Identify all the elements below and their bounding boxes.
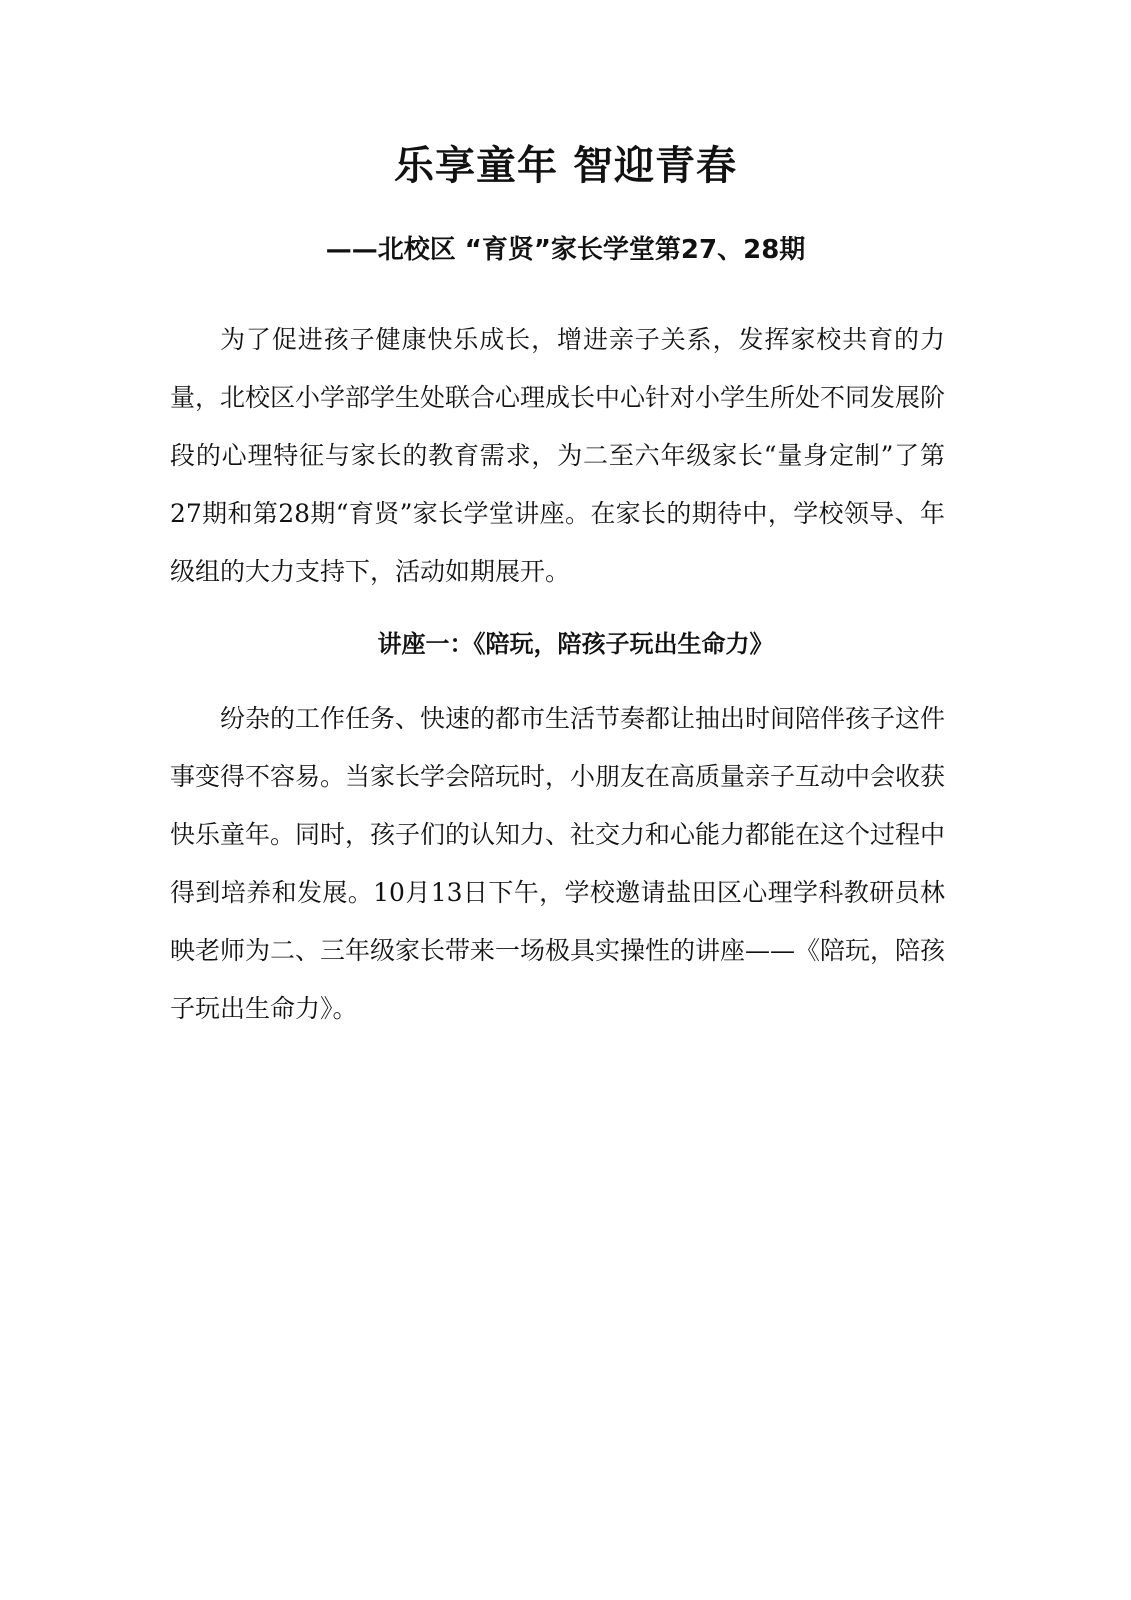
section-1-heading: 讲座一：《陪玩，陪孩子玩出生命力》 xyxy=(377,630,774,658)
document-title: 乐享童年 智迎青春 xyxy=(394,143,737,189)
document-subtitle: ——北校区 “育贤”家长学堂第27、28期 xyxy=(325,235,806,265)
section-1-paragraph: 纷杂的工作任务、快速的都市生活节奏都让抽出时间陪伴孩子这件事变得不容易。当家长学会陪玩时，小朋友在高质量亲子互动中会收获快乐童年。同时，孩子们的认知力、社交力和心能力都能在这个过程中得到培养和发展。10月13日下午，学校邀请盐田区心理学科教研员林映老师为二、三年级家长带来一场极具实操性的讲座——《陪玩，陪孩子玩出生命力》。 xyxy=(170,704,946,1023)
intro-paragraph: 为了促进孩子健康快乐成长，增进亲子关系，发挥家校共育的力量，北校区小学部学生处联合心理成长中心针对小学生所处不同发展阶段的心理特征与家长的教育需求，为二至六年级家长“量身定制”了第27期和第28期“育贤”家长学堂讲座。在家长的期待中，学校领导、年级组的大力支持下，活动如期展开。 xyxy=(170,325,946,586)
